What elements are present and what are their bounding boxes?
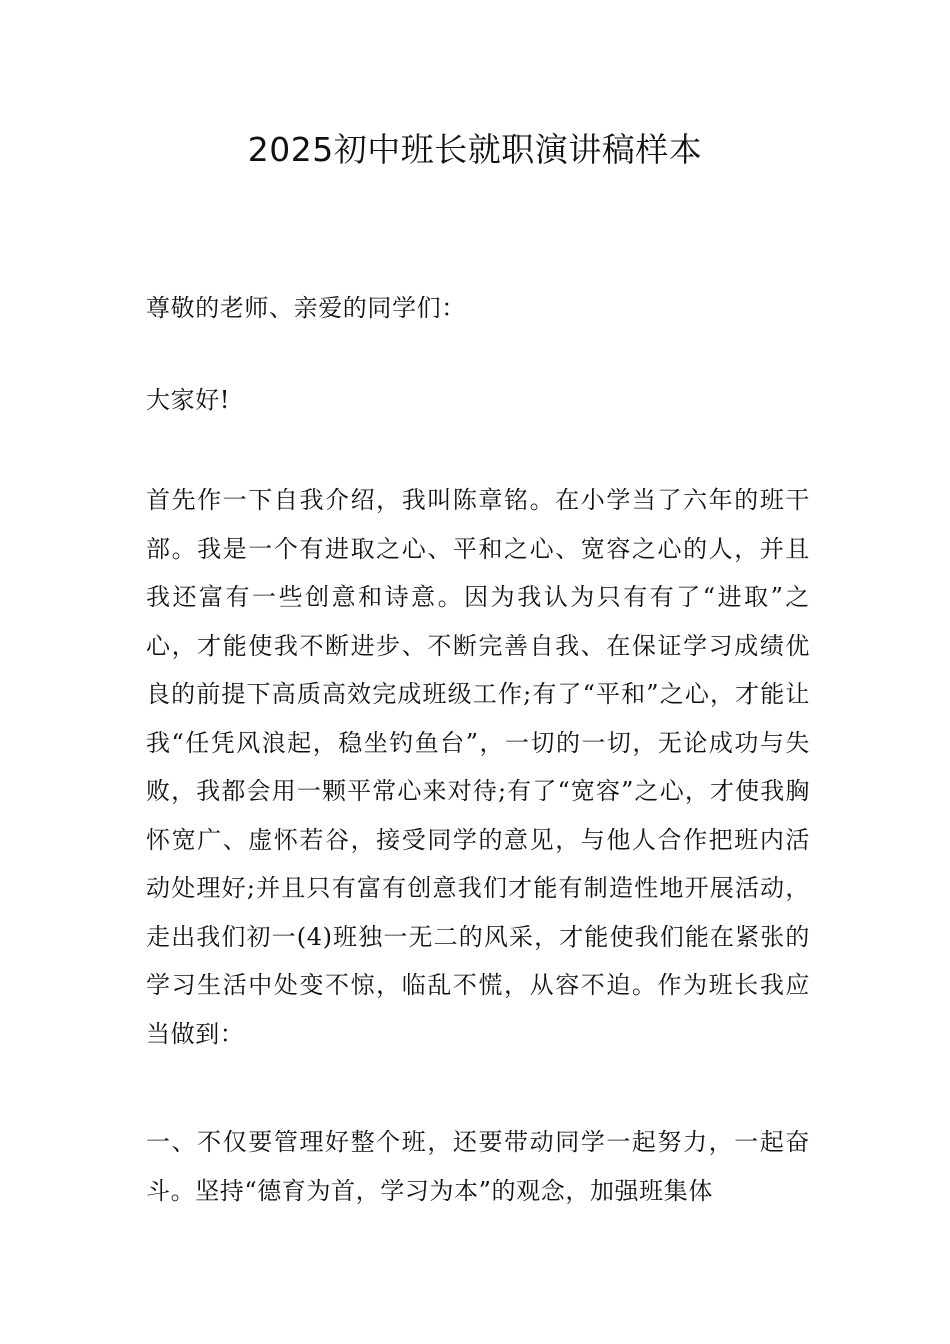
greeting-paragraph: 大家好! (146, 386, 231, 414)
salutation-paragraph: 尊敬的老师、亲爱的同学们： (146, 294, 466, 322)
self-introduction-paragraph: 首先作一下自我介绍，我叫陈章铭。在小学当了六年的班干部。我是一个有进取之心、平和之心、宽容之心的人，并且我还富有一些创意和诗意。因为我认为只有有了“进取”之心，才能使我不断进步、不断完善自我、在保证学习成绩优良的前提下高质高效完成班级工作;有了“平和”之心，才能让我“任凭风浪起，稳坐钓鱼台”，一切的一切，无论成功与失败，我都会用一颗平常心来对待;有了“宽容”之心，才使我胸怀宽广、虚怀若谷，接受同学的意见，与他人合作把班内活动处理好;并且只有富有创意我们才能有制造性地开展活动，走出我们初一(4)班独一无二的风采，才能使我们能在紧张的学习生活中处变不惊，临乱不慌，从容不迫。作为班长我应当做到： (146, 486, 810, 1048)
document-title: 2025初中班长就职演讲稿样本 (247, 130, 703, 169)
point-one-paragraph: 一、不仅要管理好整个班，还要带动同学一起努力，一起奋斗。坚持“德育为首，学习为本”的观念，加强班集体 (146, 1128, 810, 1205)
